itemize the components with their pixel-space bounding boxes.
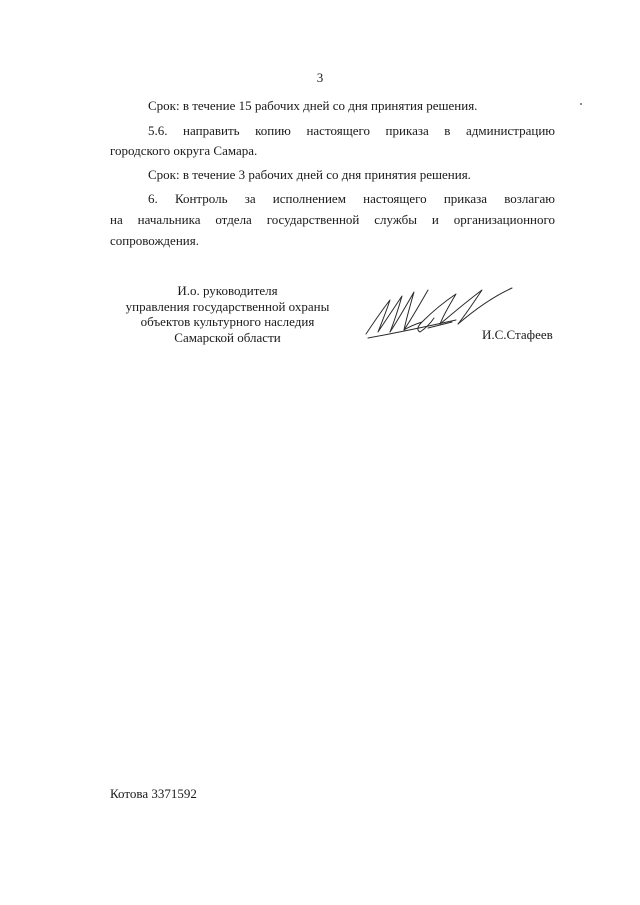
executor-reference: Котова 3371592 [110,786,197,801]
item-5-6-line-1: 5.6. направить копию настоящего приказа в администрацию [148,123,555,138]
item-6-line-2: на начальника отдела государственной службы и организационного [110,212,555,227]
signatory-title-line: И.о. руководителя [177,283,278,298]
item-6-line-1: 6. Контроль за исполнением настоящего приказа возлагаю [148,191,555,206]
deadline-line-2: Срок: в течение 3 рабочих дней со дня принятия решения. [148,167,471,182]
page-number: 3 [316,70,324,85]
item-6-line-3: сопровождения. [110,233,199,248]
scan-speck [580,103,582,105]
deadline-line-1: Срок: в течение 15 рабочих дней со дня принятия решения. [148,98,478,113]
signatory-title-line: объектов культурного наследия [140,314,315,329]
item-5-6-line-2: городского округа Самара. [110,143,258,158]
signatory-title-line: управления государственной охраны [125,298,330,314]
signer-name: И.С.Стафеев [482,327,553,342]
signatory-title-block [100,283,355,345]
signatory-title-line: Самарской области [174,329,281,345]
